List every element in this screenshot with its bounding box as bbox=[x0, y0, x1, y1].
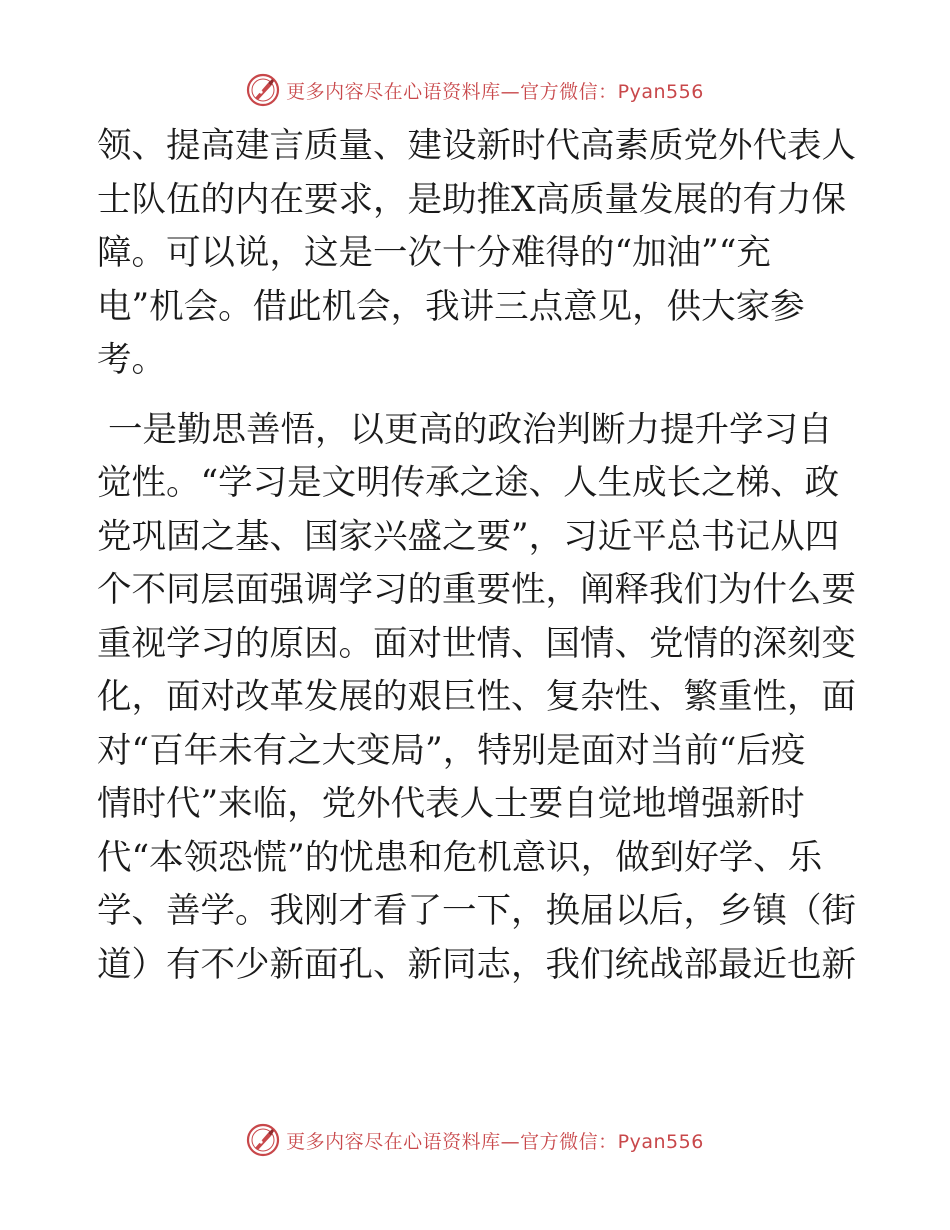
text-line: 一是勤思善悟，以更高的政治判断力提升学习自 bbox=[97, 409, 833, 450]
text-line: 障。可以说，这是一次十分难得的“加油”“充 bbox=[97, 233, 771, 273]
text-line: 党巩固之基、国家兴盛之要”，习近平总书记从四 bbox=[97, 516, 840, 557]
text-line: 觉性。“学习是文明传承之途、人生成长之梯、政 bbox=[97, 463, 840, 503]
pen-seal-logo-icon bbox=[246, 73, 280, 107]
text-line: 化，面对改革发展的艰巨性、复杂性、繁重性，面 bbox=[97, 677, 856, 717]
text-line: 电”机会。借此机会，我讲三点意见，供大家参 bbox=[97, 286, 805, 327]
text-line: 考。 bbox=[97, 340, 166, 380]
footer-watermark bbox=[0, 1120, 950, 1160]
paragraph-2 bbox=[97, 404, 857, 993]
text-line: 道）有不少新面孔、新同志，我们统战部最近也新 bbox=[97, 944, 856, 985]
text-line: 重视学习的原因。面对世情、国情、党情的深刻变 bbox=[97, 623, 856, 664]
text-line: 情时代”来临，党外代表人士要自觉地增强新时 bbox=[97, 784, 805, 824]
text-line: 士队伍的内在要求，是助推X高质量发展的有力保 bbox=[97, 179, 847, 220]
document-body bbox=[97, 120, 857, 992]
pen-seal-logo-icon bbox=[246, 1123, 280, 1157]
text-line: 领、提高建言质量、建设新时代高素质党外代表人 bbox=[97, 126, 856, 166]
header-watermark bbox=[0, 70, 950, 110]
text-line: 代“本领恐慌”的忧患和危机意识，做到好学、乐 bbox=[97, 837, 823, 878]
watermark-text: 更多内容尽在心语资料库—官方微信：Pyan556 bbox=[286, 80, 704, 103]
watermark-text: 更多内容尽在心语资料库—官方微信：Pyan556 bbox=[286, 1130, 704, 1153]
paragraph-gap bbox=[97, 388, 857, 404]
paragraph-1 bbox=[97, 120, 857, 388]
text-line: 个不同层面强调学习的重要性，阐释我们为什么要 bbox=[97, 570, 856, 610]
text-line: 对“百年未有之大变局”，特别是面对当前“后疫 bbox=[97, 730, 806, 771]
text-line: 学、善学。我刚才看了一下，换届以后，乡镇（街 bbox=[97, 891, 856, 931]
